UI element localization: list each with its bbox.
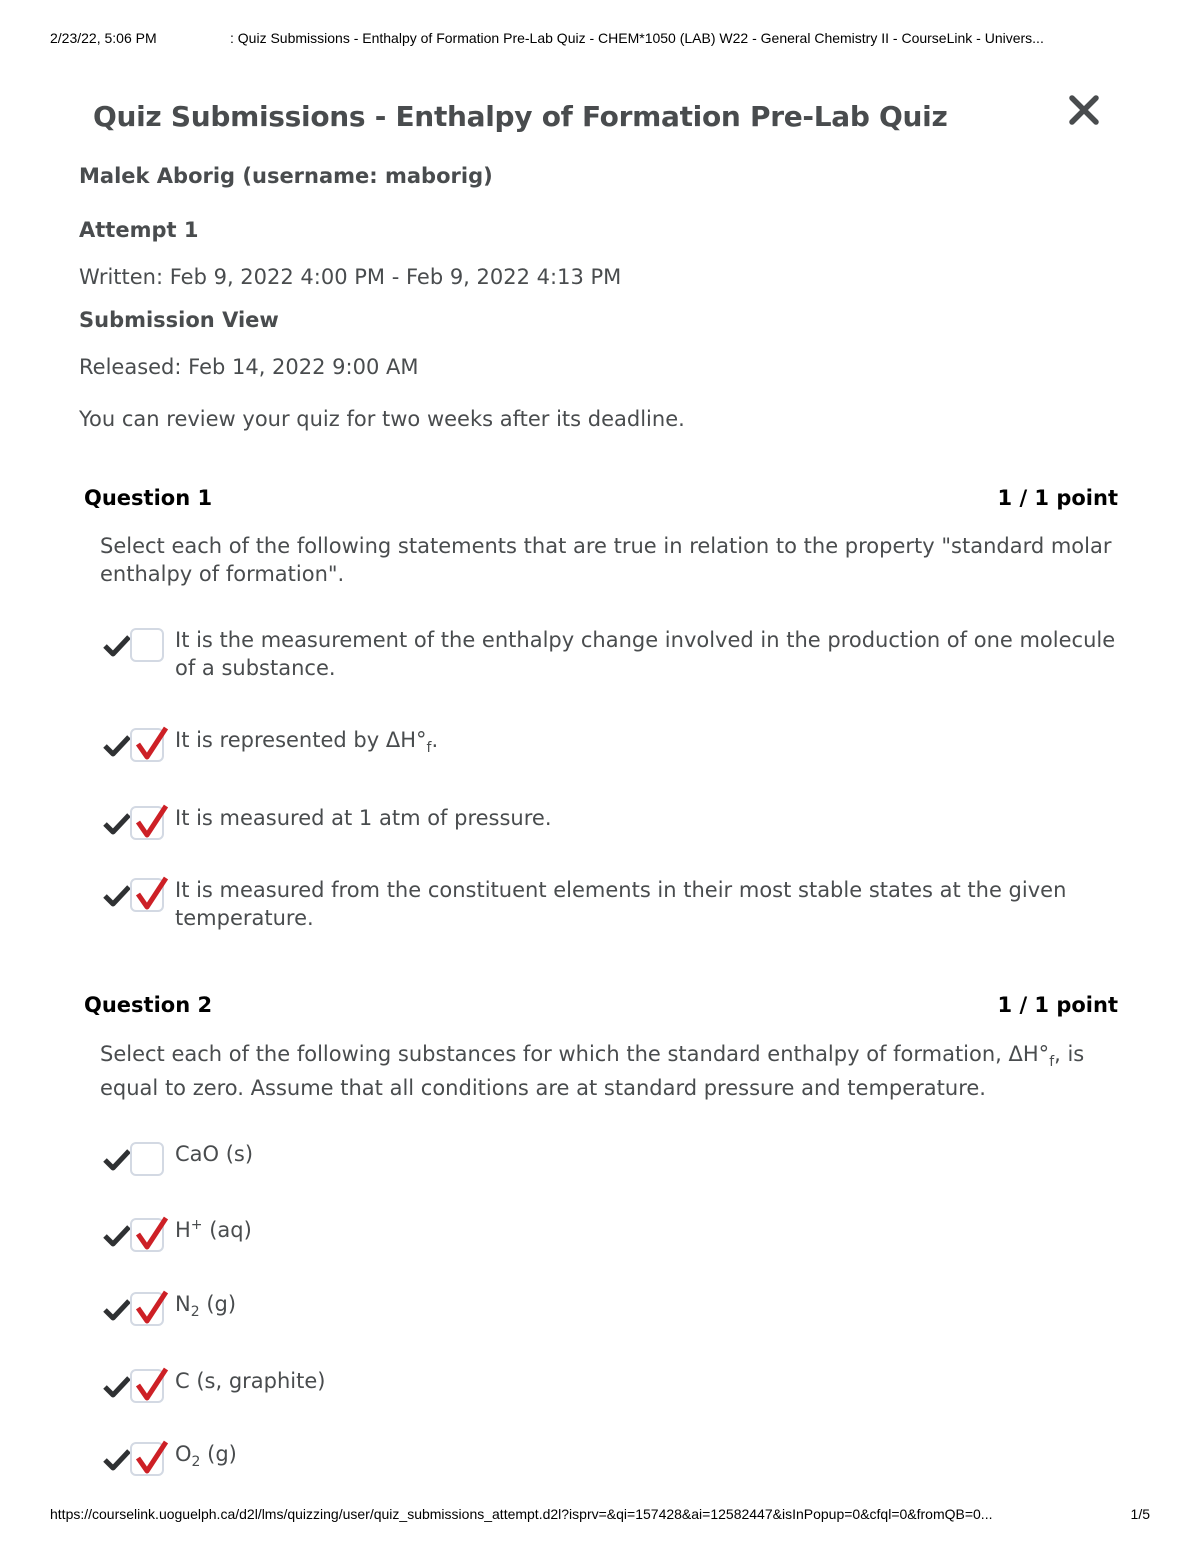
correct-grade-icon [102,634,132,658]
checked-icon [134,724,170,764]
q1-option-3-label: It is measured at 1 atm of pressure. [175,806,552,830]
question-1-title: Question 1 [84,486,213,510]
q2-option-4-label: C (s, graphite) [175,1369,326,1393]
correct-grade-icon [102,812,132,836]
question-1-text: Select each of the following statements that are true in relation to the property "standard molar enthalpy of formation". [100,534,1112,586]
q2-option-2-label: H+ (aq) [175,1217,252,1242]
print-date: 2/23/22, 5:06 PM [50,30,157,46]
submission-view-heading: Submission View [79,308,279,332]
released-time: Released: Feb 14, 2022 9:00 AM [79,355,419,379]
q1-option-1-checkbox[interactable] [130,628,164,662]
checked-icon [134,1288,170,1328]
checked-icon [134,1214,170,1254]
attempt-label: Attempt 1 [79,218,199,242]
question-1-header [84,486,1118,510]
question-2-text: Select each of the following substances for which the standard enthalpy of formation, $\Delta H^\circ_f$, is equal to zero. Assume that all conditions are at standard pressure and temperature. [100,1042,1085,1100]
q2-option-1 [100,1142,1120,1202]
q2-option-2 [100,1218,1120,1278]
correct-grade-icon [102,1298,132,1322]
correct-grade-icon [102,884,132,908]
checked-icon [134,1365,170,1405]
q2-option-1-label: CaO (s) [175,1142,254,1166]
question-1-points: 1 / 1 point [997,486,1118,510]
q2-option-5 [100,1442,1120,1502]
q1-option-1-label: It is the measurement of the enthalpy change involved in the production of one molecule of a substance. [175,628,1116,680]
checked-icon [134,802,170,842]
q2-option-3-label: $N_2$ (g) [175,1292,237,1321]
correct-grade-icon [102,1448,132,1472]
print-page-number: 1/5 [1130,1506,1150,1522]
print-page-title: : Quiz Submissions - Enthalpy of Formation Pre-Lab Quiz - CHEM*1050 (LAB) W22 - General Chemistry II - CourseLink - Univers... [230,30,1044,46]
q1-option-4 [100,878,1120,938]
q2-option-3 [100,1292,1120,1352]
question-2-header [84,993,1118,1017]
review-note: You can review your quiz for two weeks after its deadline. [79,407,685,431]
dialog-title: Quiz Submissions - Enthalpy of Formation Pre-Lab Quiz [93,100,948,133]
print-url: https://courselink.uoguelph.ca/d2l/lms/quizzing/user/quiz_submissions_attempt.d2l?isprv=&qi=157428&ai=12582447&isInPopup=0&cfql=0&fromQB=0... [50,1506,993,1522]
submission-user: Malek Aborig (username: maborig) [79,164,493,188]
checked-icon [134,1438,170,1478]
q2-option-5-label: $O_2$ (g) [175,1442,237,1471]
question-2-points: 1 / 1 point [997,993,1118,1017]
close-button[interactable] [1062,88,1106,132]
q1-option-2-label: It is represented by $\Delta H^\circ_f$. [175,728,439,757]
close-icon [1062,88,1106,132]
q1-option-2 [100,728,1120,788]
correct-grade-icon [102,1148,132,1172]
q2-option-4 [100,1369,1120,1429]
written-time: Written: Feb 9, 2022 4:00 PM - Feb 9, 2022 4:13 PM [79,265,622,289]
correct-grade-icon [102,1375,132,1399]
q1-option-3 [100,806,1120,866]
q2-option-1-checkbox[interactable] [130,1142,164,1176]
checked-icon [134,874,170,914]
correct-grade-icon [102,1224,132,1248]
question-2-title: Question 2 [84,993,213,1017]
q1-option-4-label: It is measured from the constituent elements in their most stable states at the given temperature. [175,878,1067,930]
correct-grade-icon [102,734,132,758]
q1-option-1 [100,628,1120,688]
